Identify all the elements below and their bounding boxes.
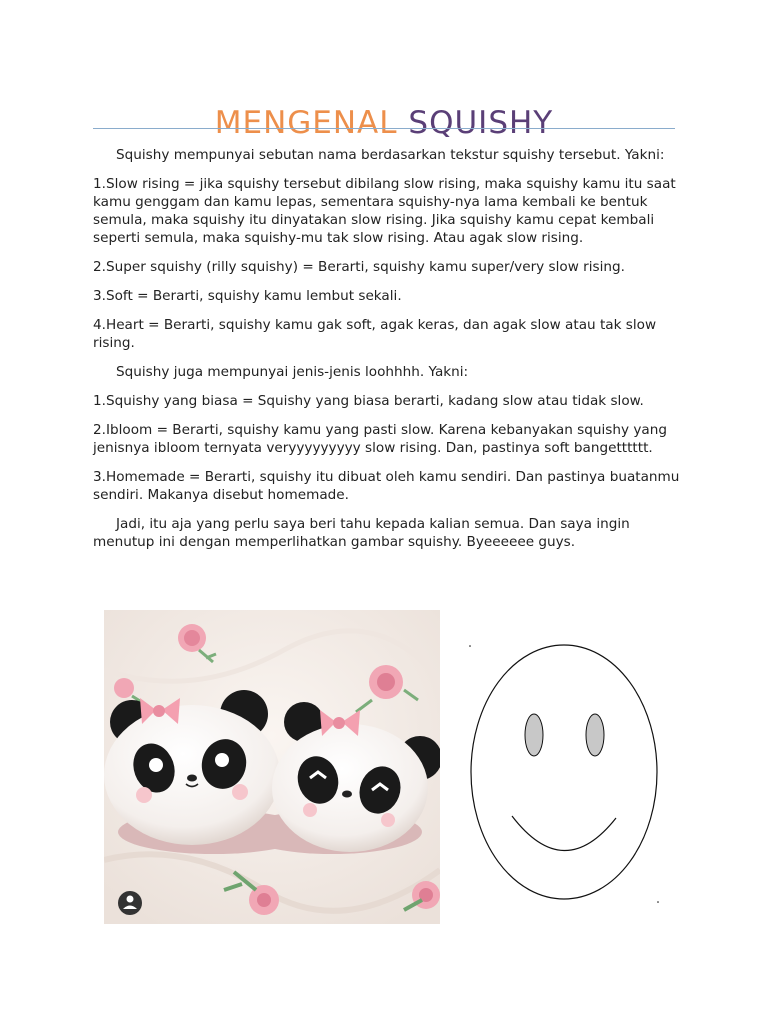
paragraph-homemade: 3.Homemade = Berarti, squishy itu dibuat oleh kamu sendiri. Dan pastinya buatanmu sendiri. Makanya disebut homemade. [93, 469, 680, 503]
paragraph-ibloom: 2.Ibloom = Berarti, squishy kamu yang pasti slow. Karena kebanyakan squishy yang jenisnya ibloom ternyata veryyyyyyyyy slow rising. Dan, pastinya soft bangetttttt. [93, 422, 667, 456]
page-title [0, 105, 768, 141]
title-word-mengenal: MENGENAL [214, 104, 398, 141]
paragraph-biasa: 1.Squishy yang biasa = Squishy yang biasa berarti, kadang slow atau tidak slow. [93, 393, 644, 409]
paragraph-closing: Jadi, itu aja yang perlu saya beri tahu kepada kalian semua. Dan saya ingin menutup ini dengan memperlihatkan gambar squishy. Byeeeeee guys. [93, 516, 630, 550]
title-divider [93, 128, 675, 129]
paragraph-soft: 3.Soft = Berarti, squishy kamu lembut sekali. [93, 288, 402, 304]
panda-squishy-left [104, 690, 280, 845]
face-outline [471, 645, 657, 899]
right-eye-icon [586, 714, 604, 756]
paragraph-intro: Squishy mempunyai sebutan nama berdasarkan tekstur squishy tersebut. Yakni: [116, 147, 665, 163]
user-icon [118, 891, 142, 915]
smile-mouth [512, 816, 616, 851]
article-body [93, 146, 683, 562]
paragraph-heart: 4.Heart = Berarti, squishy kamu gak soft, agak keras, dan agak slow atau tak slow rising. [93, 317, 657, 351]
paragraph-types-intro: Squishy juga mempunyai jenis-jenis loohhhh. Yakni: [116, 364, 469, 380]
paragraph-super-squishy: 2.Super squishy (rilly squishy) = Berarti, squishy kamu super/very slow rising. [93, 259, 625, 275]
left-eye-icon [525, 714, 543, 756]
panda-squishy-photo [104, 610, 440, 924]
title-word-squishy: SQUISHY [408, 104, 554, 141]
paragraph-slow-rising: 1.Slow rising = jika squishy tersebut dibilang slow rising, maka squishy kamu itu saat kamu genggam dan kamu lepas, sementara squishy-nya lama kembali ke bentuk semula, maka squishy itu dinyatakan slow rising. Jika squishy kamu cepat kembali seperti semula, maka squishy-mu tak slow rising. Atau agak slow rising. [93, 176, 676, 246]
smiley-face-drawing [466, 640, 662, 908]
